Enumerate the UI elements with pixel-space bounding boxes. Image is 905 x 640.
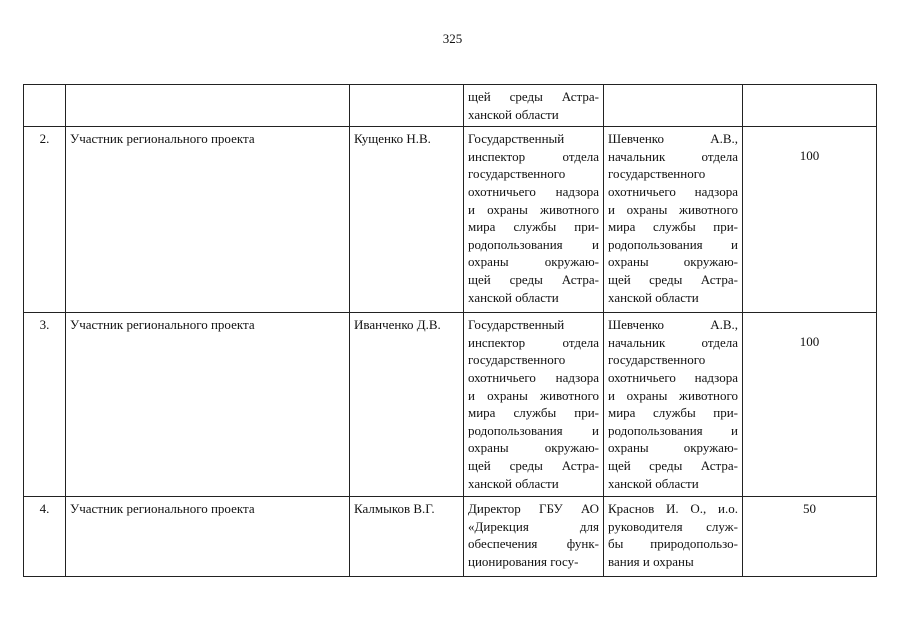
- row-number: 3.: [24, 313, 66, 497]
- supervisor-info: [604, 85, 743, 127]
- participant-position-line: государственного: [468, 166, 566, 182]
- participant-position-line: охраны окружаю-: [468, 440, 599, 456]
- project-role: Участник регионального проекта: [66, 313, 350, 497]
- supervisor-info-line: мира службы при-: [608, 219, 738, 235]
- supervisor-info-line: бы природопользо-: [608, 536, 738, 552]
- participant-position-line: ханской области: [468, 475, 559, 491]
- participant-position: [464, 313, 604, 497]
- participants-table: [23, 84, 877, 577]
- supervisor-info-line: и охраны животного: [608, 387, 738, 403]
- supervisor-info-line: государственного: [608, 166, 706, 182]
- participant-name: [350, 85, 464, 127]
- participant-position-line: охраны окружаю-: [468, 254, 599, 270]
- participant-position-line: родопользования и: [468, 422, 599, 438]
- supervisor-info-line: родопользования и: [608, 422, 738, 438]
- participant-position-line: ционирования госу-: [468, 553, 579, 569]
- participant-position-line: обеспечения функ-: [468, 536, 599, 552]
- supervisor-info-line: руководителя служ-: [608, 518, 738, 534]
- supervisor-info-line: охотничьего надзора: [608, 183, 738, 199]
- supervisor-info: [604, 127, 743, 313]
- project-role: Участник регионального проекта: [66, 497, 350, 577]
- participant-position-line: и охраны животного: [468, 201, 599, 217]
- supervisor-info-line: Шевченко А.В.,: [608, 317, 738, 333]
- participant-position-line: мира службы при-: [468, 405, 599, 421]
- participant-position-line: ханской области: [468, 289, 559, 305]
- participant-position-line: государственного: [468, 352, 566, 368]
- participant-position-line: «Дирекция для: [468, 518, 599, 534]
- participant-position-line: щей среды Астра-: [468, 89, 599, 104]
- table-row: [24, 313, 877, 497]
- supervisor-info-line: родопользования и: [608, 236, 738, 252]
- involvement-percent: 100: [743, 127, 877, 313]
- supervisor-info-line: Шевченко А.В.,: [608, 131, 738, 147]
- supervisor-info-line: и охраны животного: [608, 201, 738, 217]
- supervisor-info-line: Краснов И. О., и.о.: [608, 501, 738, 517]
- supervisor-info-line: начальник отдела: [608, 334, 738, 350]
- participant-name: Калмыков В.Г.: [350, 497, 464, 577]
- row-number: 2.: [24, 127, 66, 313]
- row-number: 4.: [24, 497, 66, 577]
- participant-name: Иванченко Д.В.: [350, 313, 464, 497]
- supervisor-info-line: охраны окружаю-: [608, 440, 738, 456]
- involvement-percent: [743, 85, 877, 127]
- involvement-percent: 100: [743, 313, 877, 497]
- supervisor-info-line: ханской области: [608, 289, 699, 305]
- supervisor-info-line: охотничьего надзора: [608, 369, 738, 385]
- participant-position-line: Государственный: [468, 131, 565, 147]
- participant-position: [464, 127, 604, 313]
- row-number: [24, 85, 66, 127]
- supervisor-info-line: государственного: [608, 352, 706, 368]
- supervisor-info-line: охраны окружаю-: [608, 254, 738, 270]
- participant-position-line: Директор ГБУ АО: [468, 501, 599, 517]
- participant-position: [464, 497, 604, 577]
- supervisor-info: [604, 497, 743, 577]
- participant-name: Кущенко Н.В.: [350, 127, 464, 313]
- participant-position-line: родопользования и: [468, 236, 599, 252]
- participant-position-line: инспектор отдела: [468, 334, 599, 350]
- participant-position-line: инспектор отдела: [468, 148, 599, 164]
- table-row: [24, 85, 877, 127]
- participant-position-line: щей среды Астра-: [468, 271, 599, 287]
- participant-position-line: и охраны животного: [468, 387, 599, 403]
- participant-position-line: охотничьего надзора: [468, 369, 599, 385]
- participant-position-line: мира службы при-: [468, 219, 599, 235]
- table-row: [24, 497, 877, 577]
- supervisor-info-line: вания и охраны: [608, 553, 694, 569]
- table-row: [24, 127, 877, 313]
- participant-position-line: охотничьего надзора: [468, 183, 599, 199]
- participant-position-line: Государственный: [468, 317, 565, 333]
- supervisor-info-line: мира службы при-: [608, 405, 738, 421]
- participant-position-line: щей среды Астра-: [468, 457, 599, 473]
- supervisor-info-line: щей среды Астра-: [608, 271, 738, 287]
- involvement-percent: 50: [743, 497, 877, 577]
- supervisor-info: [604, 313, 743, 497]
- page-number: 325: [442, 31, 463, 46]
- project-role: Участник регионального проекта: [66, 127, 350, 313]
- participant-position: [464, 85, 604, 127]
- project-role: [66, 85, 350, 127]
- supervisor-info-line: начальник отдела: [608, 148, 738, 164]
- supervisor-info-line: ханской области: [608, 475, 699, 491]
- participant-position-line: ханской области: [468, 106, 559, 122]
- supervisor-info-line: щей среды Астра-: [608, 457, 738, 473]
